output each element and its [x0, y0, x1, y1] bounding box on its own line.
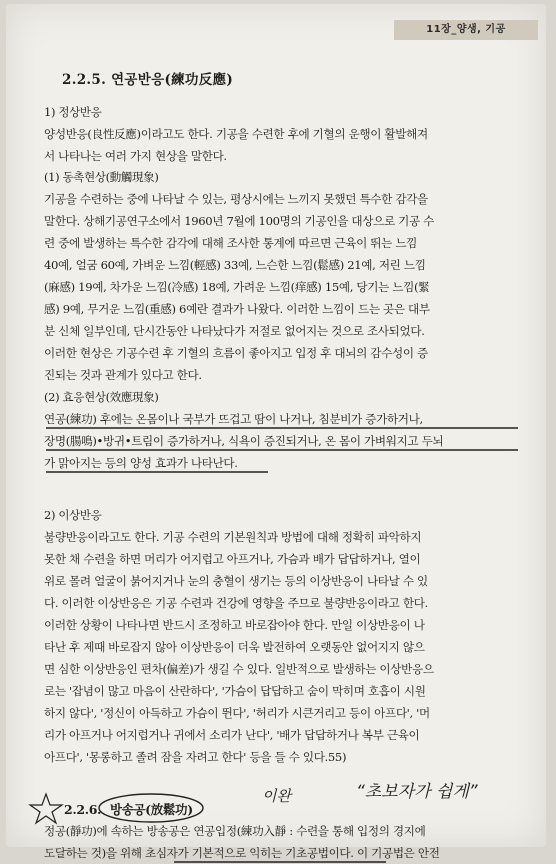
circle-around-term	[99, 794, 203, 822]
touch-line-8: 이러한 현상은 기공수련 후 기혈의 흐름이 좋아지고 입정 후 대뇌의 감수성이 증	[44, 346, 428, 360]
subheading-touch-phenomenon: (1) 동촉현상(動觸現象)	[44, 170, 159, 184]
star-mark-icon	[30, 794, 62, 823]
normal-reaction-heading: 1) 정상반응	[44, 105, 102, 119]
abnormal-line-2: 못한 채 수련을 하면 머리가 어지럽고 아프거나, 가슴과 배가 답답하거나, 열이	[44, 552, 421, 566]
abnormal-line-1: 불량반응이라고도 한다. 기공 수련의 기본원칙과 방법에 대해 정확히 파악하지	[44, 530, 422, 544]
abnormal-line-5: 이러한 상황이 나타나면 반드시 조정하고 바로잡아야 한다. 만일 이상반응이 나	[44, 618, 425, 632]
effect-line-1: 연공(練功) 후에는 온몸이나 국부가 뜨겁고 땀이 나거나, 침분비가 증가하거나,	[44, 412, 423, 426]
release-section-term: 방송공(放鬆功)	[110, 802, 193, 817]
touch-line-1: 기공을 수련하는 중에 나타날 수 있는, 평상시에는 느끼지 못했던 특수한 감각을	[44, 192, 428, 206]
abnormal-line-6: 타난 후 제때 바로잡지 않아 이상반응이 더욱 발전하여 오랫동안 없어지지 않으	[44, 640, 425, 654]
effect-line-2: 장명(腸鳴)•방귀•트림이 증가하거나, 식욕이 증진되거나, 온 몸이 가벼워지고 두뇌	[44, 434, 444, 448]
normal-intro-line-2: 서 나타나는 여러 가지 현상을 말한다.	[44, 149, 227, 163]
abnormal-line-7: 면 심한 이상반응인 편차(偏差)가 생길 수 있다. 일반적으로 발생하는 이상반응으	[44, 662, 434, 676]
release-line-1: 정공(靜功)에 속하는 방송공은 연공입정(練功入靜 : 수련을 통해 입정의 경지에	[44, 824, 426, 838]
document-page	[6, 4, 546, 860]
chapter-header-tag: 11장_양생, 기공	[394, 20, 538, 40]
release-line-2: 도달하는 것)을 위해 초심자가 기본적으로 익히는 기초공법이다. 이 기공법은 안전	[44, 846, 440, 860]
abnormal-line-4: 다. 이러한 이상반응은 기공 수련과 건강에 영향을 주므로 불량반응이라고 한다.	[44, 596, 428, 610]
touch-line-2: 말한다. 상해기공연구소에서 1960년 7월에 100명의 기공인을 대상으로 기공 수	[44, 214, 435, 228]
abnormal-line-8: 로는 '잡념이 많고 마음이 산란하다', '가슴이 답답하고 숨이 막히며 호흡이 시원	[44, 684, 426, 698]
touch-line-7: 분 신체 일부인데, 단시간동안 나타났다가 저절로 없어지는 것으로 조사되었다.	[44, 324, 425, 338]
touch-line-6: 感) 9예, 무거운 느낌(重感) 6예란 결과가 나왔다. 이러한 느낌이 드는 곳은 대부	[44, 302, 430, 316]
normal-intro-line-1: 양성반응(良性反應)이라고도 한다. 기공을 수련한 후에 기혈의 운행이 활발해져	[44, 127, 428, 141]
abnormal-reaction-heading: 2) 이상반응	[44, 508, 102, 522]
section-title: 2.2.5. 연공반응(練功反應)	[62, 72, 234, 88]
abnormal-line-3: 위로 몰려 얼굴이 붉어지거나 눈의 충혈이 생기는 등의 이상반응이 나타날 수 있	[44, 574, 428, 588]
touch-line-3: 련 중에 발생하는 특수한 감각에 대해 조사한 통계에 따르면 근육이 뛰는 느낌	[44, 236, 418, 250]
release-section-number: 2.2.6.	[64, 802, 102, 817]
handwritten-note-relaxation: 이완	[262, 787, 291, 805]
effect-line-3: 가 맑아지는 등의 양성 효과가 나타난다.	[44, 456, 238, 470]
abnormal-line-10: 리가 아프거나 어지럽거나 귀에서 소리가 난다', '배가 답답하거나 복부 근육이	[44, 728, 420, 742]
touch-line-4: 40예, 얼굼 60예, 가벼운 느낌(輕感) 33예, 느슨한 느낌(鬆感) 21예, 저린 느낌	[44, 258, 426, 272]
handwritten-note-beginner: “초보자가 쉽게”	[356, 782, 478, 802]
abnormal-line-11: 아프다', '몽롱하고 졸려 잠을 자려고 한다' 등을 들 수 있다.55)	[44, 750, 347, 764]
subheading-effect-phenomenon: (2) 효응현상(效應現象)	[44, 390, 159, 404]
pen-annotations	[6, 4, 546, 847]
touch-line-5: (麻感) 19예, 차가운 느낌(冷感) 18예, 가려운 느낌(痒感) 15예, 당기는 느낌(緊	[44, 280, 430, 294]
abnormal-line-9: 하지 않다', '정신이 아득하고 가슴이 뛴다', '허리가 시큰거리고 등이 아프다', '머	[44, 706, 430, 720]
touch-line-9: 진되는 것과 관계가 있다고 한다.	[44, 368, 202, 382]
